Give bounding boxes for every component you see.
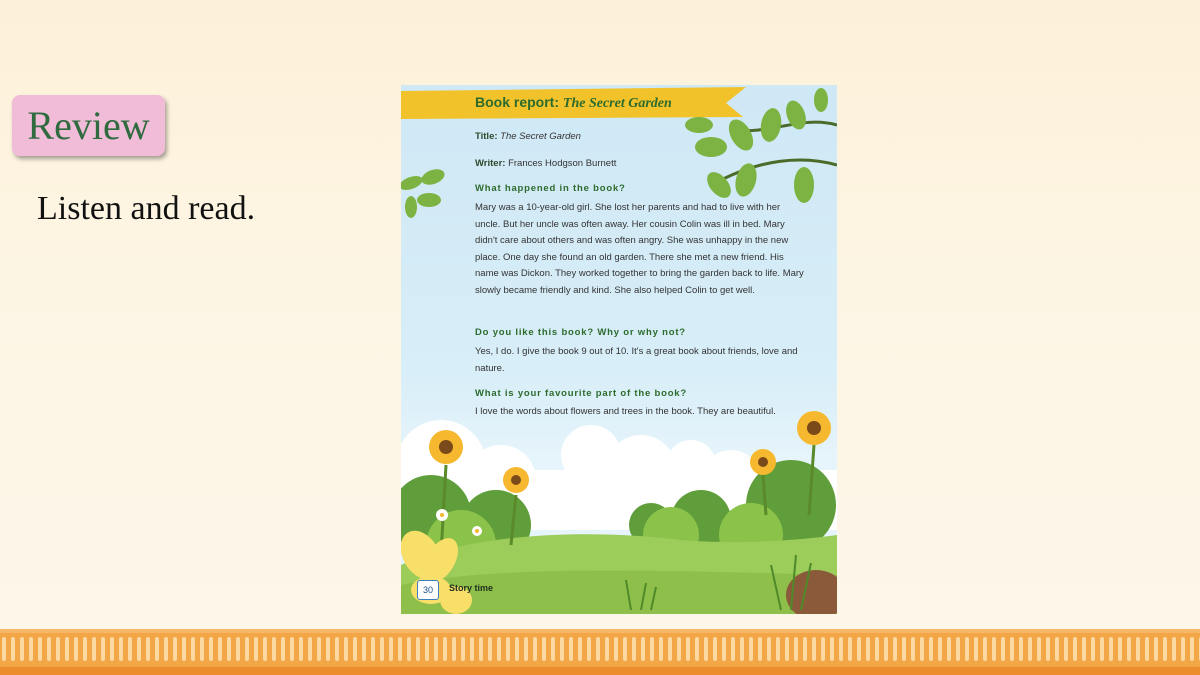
- title-line: [475, 129, 805, 146]
- instruction-text: Listen and read.: [37, 190, 256, 227]
- decorative-footer: [0, 629, 1200, 675]
- review-badge-label: Review: [27, 103, 150, 148]
- page-number: 30: [417, 580, 439, 600]
- writer-label: Writer:: [475, 158, 506, 169]
- review-badge: [12, 95, 165, 156]
- answer-3: I love the words about flowers and trees in the book. They are beautiful.: [475, 406, 776, 417]
- title-value: The Secret Garden: [500, 131, 581, 142]
- title-book-name: The Secret Garden: [562, 96, 672, 111]
- question-3: What is your favourite part of the book?: [475, 388, 687, 399]
- answer-1: Mary was a 10-year-old girl. She lost her parents and had to live with her uncle. But her uncle was often away. Her cousin Colin was ill in bed. Mary didn't care about others and was often angry. She was unhappy in the new place. One day she found an old garden. There she met a new friend. His name was Dickon. They worked together to bring the garden back to life. Mary slowly became friendly and kind. She also helped Colin to get well.: [475, 202, 804, 296]
- book-report-title: [475, 94, 672, 112]
- writer-line: [475, 156, 805, 173]
- question-1: What happened in the book?: [475, 183, 626, 194]
- book-page-image: [401, 85, 837, 614]
- section-label: Story time: [449, 583, 494, 593]
- question-2: Do you like this book? Why or why not?: [475, 327, 686, 338]
- title-prefix: Book report:: [475, 94, 559, 110]
- answer-2: Yes, I do. I give the book 9 out of 10. It's a great book about friends, love and nature.: [475, 346, 798, 374]
- writer-value: Frances Hodgson Burnett: [508, 158, 617, 169]
- title-label: Title:: [475, 131, 498, 142]
